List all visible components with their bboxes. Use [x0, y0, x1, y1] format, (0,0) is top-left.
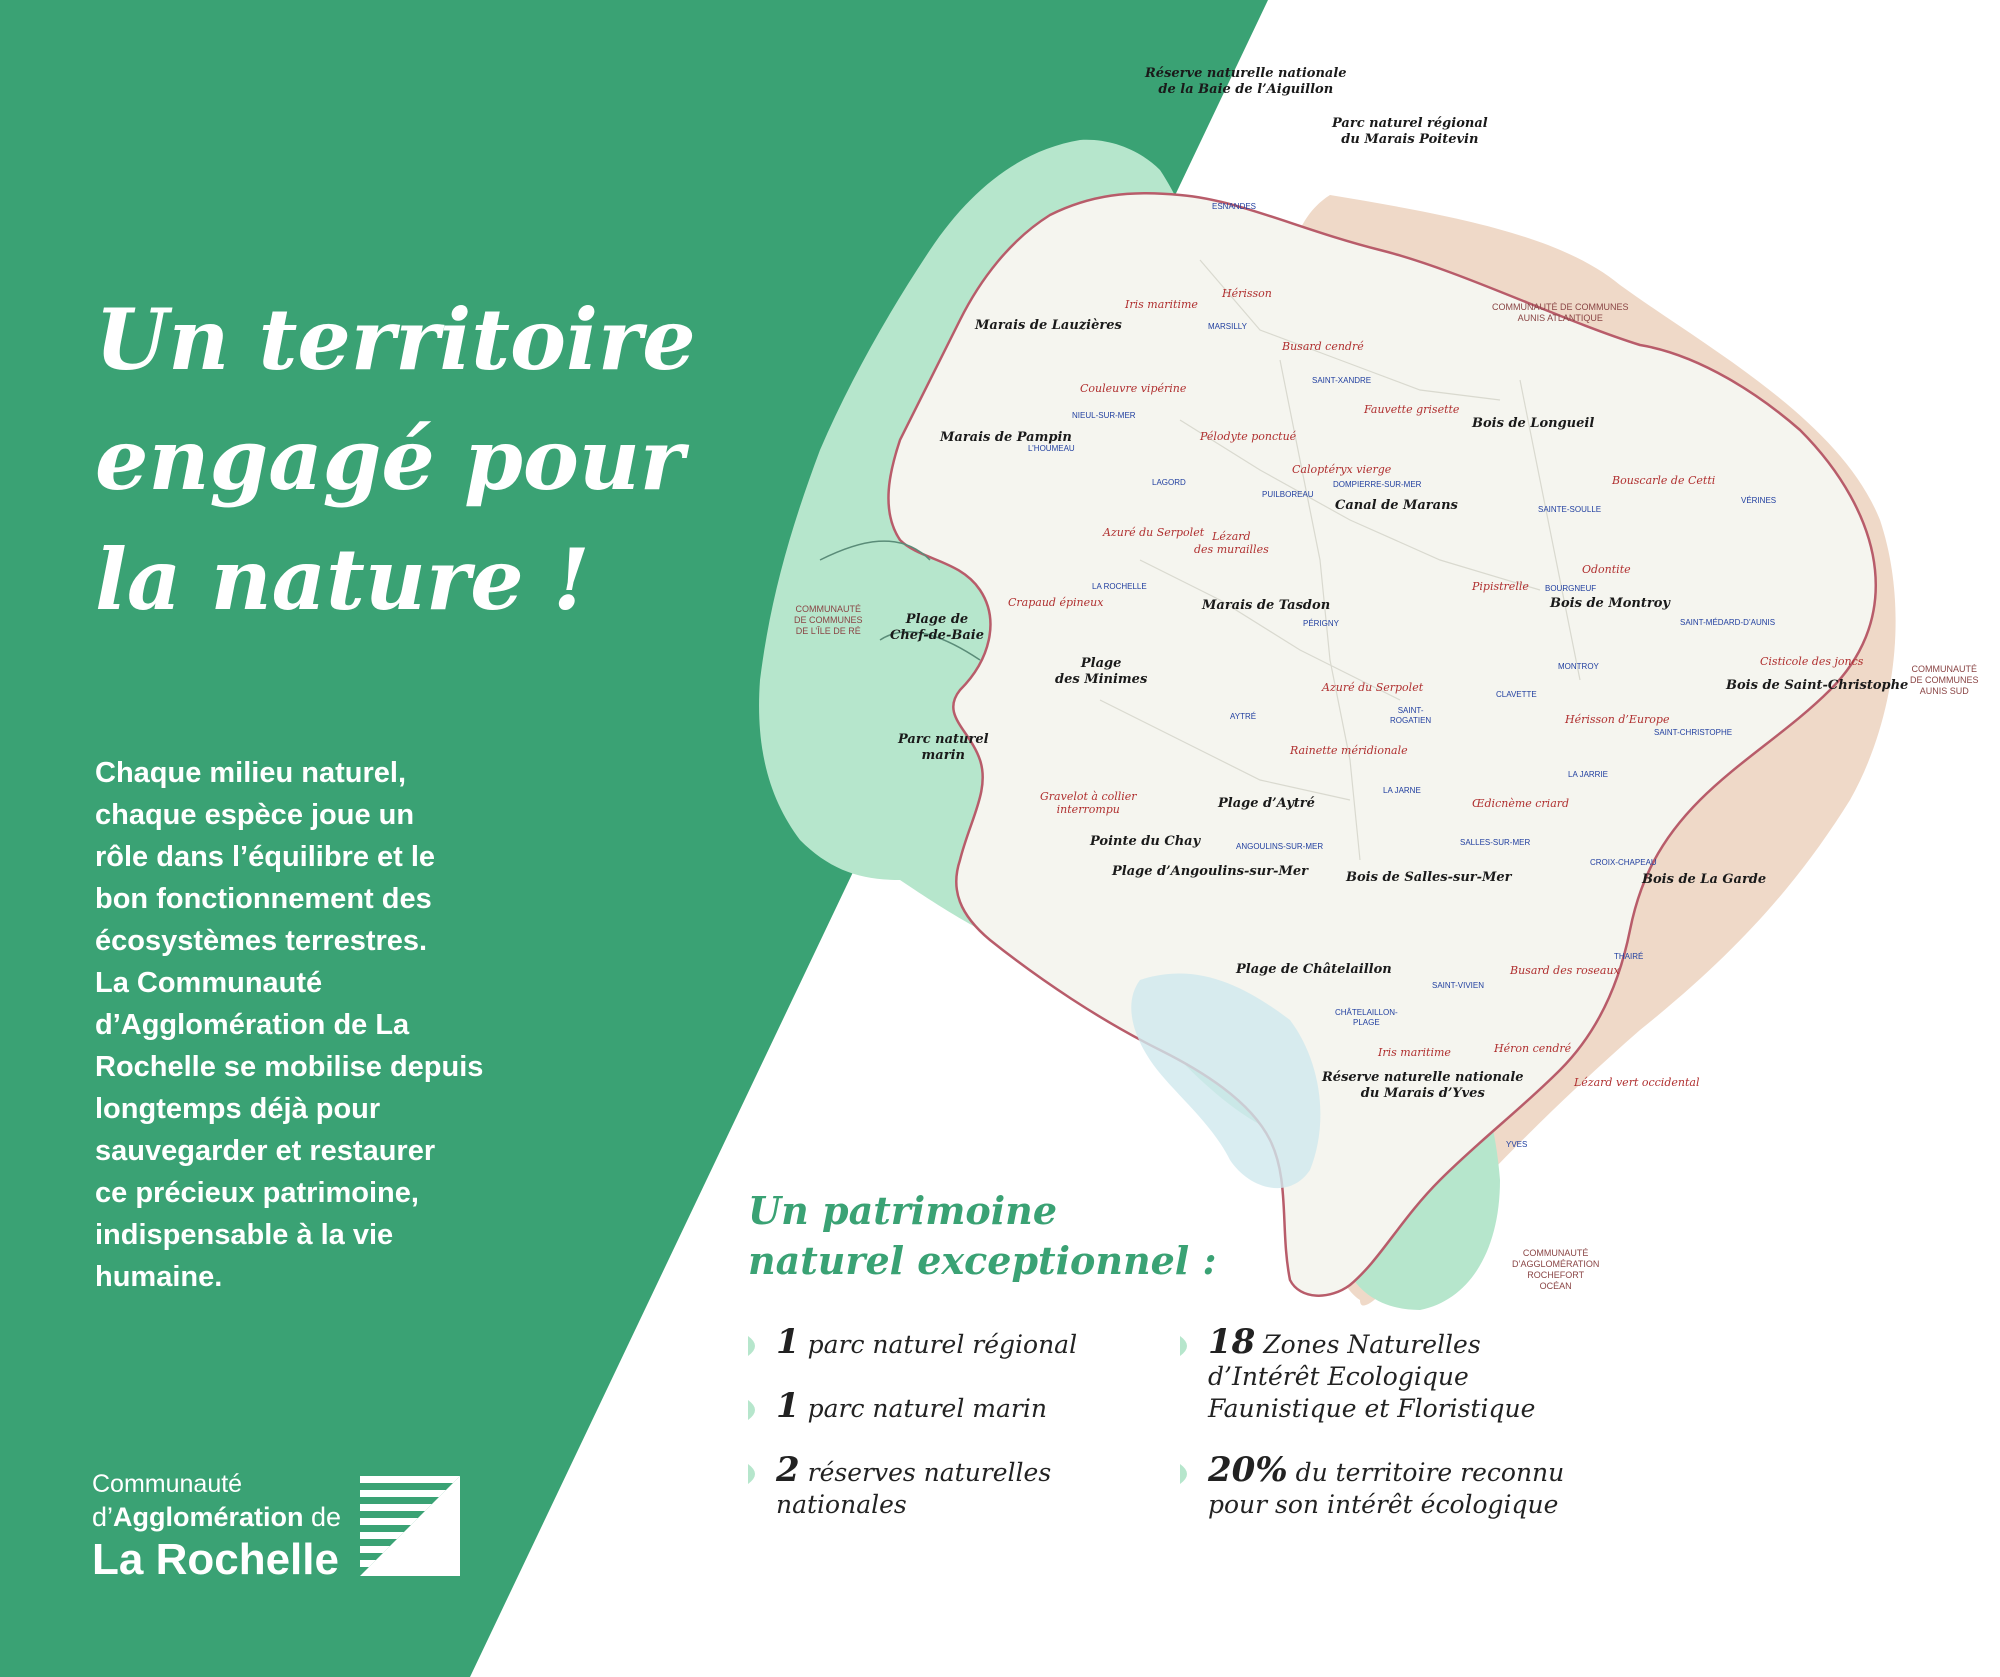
logo-text: d’	[92, 1502, 114, 1532]
town-label	[1432, 981, 1484, 991]
label-line: CROIX-CHAPEAU	[1590, 858, 1657, 867]
map-site-label	[1472, 416, 1594, 432]
map-site-label	[1202, 598, 1330, 614]
label-line: Lézard	[1212, 530, 1251, 543]
intro-line: bon fonctionnement des	[95, 883, 432, 915]
label-line: Crapaud épineux	[1008, 596, 1104, 609]
logo-text: Agglomération	[113, 1502, 304, 1532]
intro-line: indispensable à la vie	[95, 1219, 394, 1251]
label-line: Iris maritime	[1125, 298, 1198, 311]
label-line: Pélodyte ponctué	[1200, 430, 1297, 443]
species-label	[1574, 1076, 1699, 1089]
stat-number: 18	[1208, 1322, 1256, 1362]
label-line: Œdicnème criard	[1472, 797, 1570, 810]
label-line: Réserve naturelle nationale	[1322, 1070, 1524, 1085]
label-line: L’HOUMEAU	[1028, 444, 1075, 453]
species-label	[1472, 797, 1569, 810]
stat-text: Faunistique et Floristique	[1208, 1394, 1536, 1423]
stat-text: nationales	[776, 1490, 907, 1519]
town-label	[1230, 712, 1256, 722]
label-line: DE L’ÎLE DE RÉ	[795, 626, 861, 636]
label-line: Canal de Marans	[1335, 498, 1458, 513]
label-line: Hérisson d’Europe	[1565, 713, 1670, 726]
label-line: SALLES-SUR-MER	[1460, 838, 1531, 847]
town-label	[1212, 202, 1256, 212]
label-line: LA JARNE	[1383, 786, 1421, 795]
town-label	[1208, 322, 1247, 332]
label-line: Bois de Longueil	[1472, 416, 1595, 431]
species-label	[1510, 964, 1620, 977]
map-site-label	[1550, 596, 1670, 612]
species-label	[1378, 1046, 1451, 1059]
label-line: ROCHEFORT	[1527, 1270, 1585, 1280]
title-line: la nature !	[95, 530, 590, 629]
species-label	[1292, 463, 1391, 476]
species-label	[1103, 526, 1204, 539]
label-line: Bois de Montroy	[1550, 596, 1670, 611]
label-line: Hérisson	[1222, 287, 1272, 300]
intro-line: Rochelle se mobilise depuis	[95, 1051, 484, 1083]
stat-text: du territoire reconnu	[1295, 1458, 1565, 1487]
label-line: DOMPIERRE-SUR-MER	[1333, 480, 1422, 489]
stat-regional-park	[776, 1322, 1078, 1362]
label-line: du Marais d’Yves	[1360, 1086, 1485, 1101]
neighbour-label	[1512, 1248, 1599, 1292]
species-label	[1080, 382, 1186, 395]
label-line: Caloptéryx vierge	[1292, 463, 1392, 476]
stat-text: d’Intérêt Ecologique	[1208, 1362, 1469, 1391]
town-label	[1312, 376, 1371, 386]
label-line: Busard cendré	[1282, 340, 1364, 353]
label-line: YVES	[1506, 1140, 1528, 1149]
label-line: AUNIS ATLANTIQUE	[1517, 313, 1603, 323]
map-site-label	[898, 732, 989, 764]
label-line: LA JARRIE	[1568, 770, 1609, 779]
label-line: du Marais Poitevin	[1341, 132, 1479, 147]
label-line: Azuré du Serpolet	[1322, 681, 1424, 694]
stat-znieff	[1208, 1322, 1536, 1425]
label-line: interrompu	[1056, 803, 1120, 816]
label-line: Marais de Lauzières	[975, 318, 1122, 333]
species-label	[1364, 403, 1459, 416]
label-line: Bouscarle de Cetti	[1612, 474, 1716, 487]
label-line: des murailles	[1194, 543, 1269, 556]
intro-line: Chaque milieu naturel,	[95, 757, 406, 789]
label-line: ROGATIEN	[1390, 716, 1432, 725]
label-line: DE COMMUNES	[794, 615, 863, 625]
label-line: SAINT-MÉDARD-D’AUNIS	[1680, 618, 1776, 627]
label-line: MONTROY	[1558, 662, 1599, 671]
heritage-title	[748, 1186, 1216, 1286]
bullet-icon	[748, 1464, 762, 1484]
label-line: Pipistrelle	[1472, 580, 1529, 593]
town-label	[1506, 1140, 1527, 1150]
map-site-label	[1642, 872, 1766, 888]
stat-territory-share	[1208, 1450, 1565, 1521]
label-line: ESNANDES	[1212, 202, 1257, 211]
label-line: COMMUNAUTÉ DE COMMUNES	[1492, 302, 1629, 312]
town-label	[1152, 478, 1186, 488]
species-label	[1222, 287, 1272, 300]
bullet-icon	[748, 1400, 762, 1420]
map-site-label	[1332, 116, 1488, 148]
label-line: Plage	[1080, 656, 1122, 671]
town-label	[1383, 786, 1421, 796]
stat-marine-park	[776, 1386, 1047, 1426]
label-line: THAIRÉ	[1614, 952, 1644, 961]
neighbour-label	[794, 604, 863, 637]
label-line: ANGOULINS-SUR-MER	[1236, 842, 1324, 851]
intro-paragraph	[95, 752, 555, 1298]
species-label	[1582, 563, 1631, 576]
label-line: COMMUNAUTÉ	[1911, 664, 1977, 674]
map-site-label	[1090, 834, 1200, 850]
intro-line: chaque espèce joue un	[95, 799, 415, 831]
title-line: Un territoire	[95, 290, 696, 389]
logo-line-3: La Rochelle	[92, 1535, 339, 1584]
stat-text: Zones Naturelles	[1263, 1330, 1481, 1359]
label-line: NIEUL-SUR-MER	[1072, 411, 1136, 420]
label-line: PÉRIGNY	[1303, 619, 1340, 628]
town-label	[1741, 496, 1776, 506]
label-line: Lézard vert occidental	[1574, 1076, 1700, 1089]
label-line: Bois de Saint-Christophe	[1726, 678, 1909, 693]
stat-national-reserves	[776, 1450, 1052, 1521]
label-line: SAINT-CHRISTOPHE	[1654, 728, 1733, 737]
label-line: SAINT-	[1397, 706, 1424, 715]
town-label	[1236, 842, 1323, 852]
label-line: VÉRINES	[1741, 496, 1777, 505]
map-site-label	[1218, 796, 1315, 812]
heritage-title-line: Un patrimoine	[748, 1188, 1057, 1233]
bullet-icon	[748, 1336, 762, 1356]
label-line: COMMUNAUTÉ	[1522, 1248, 1589, 1258]
intro-line: d’Agglomération de La	[95, 1009, 410, 1041]
label-line: Plage d’Aytré	[1218, 796, 1315, 811]
label-line: CHÂTELAILLON-	[1335, 1008, 1398, 1017]
stat-number: 2	[776, 1450, 800, 1490]
town-label	[1335, 1008, 1398, 1028]
map-site-label	[1055, 656, 1147, 688]
neighbour-label	[1492, 302, 1629, 324]
town-label	[1680, 618, 1775, 628]
label-line: SAINT-XANDRE	[1312, 376, 1372, 385]
stat-number: 20%	[1208, 1450, 1288, 1490]
map-site-label	[1346, 870, 1512, 886]
title-line: engagé pour	[95, 410, 685, 509]
species-label	[1040, 790, 1137, 816]
label-line: D’AGGLOMÉRATION	[1512, 1259, 1600, 1269]
bullet-icon	[1180, 1464, 1194, 1484]
label-line: Parc naturel	[898, 732, 989, 747]
stat-text: parc naturel régional	[807, 1330, 1078, 1359]
stat-number: 1	[776, 1322, 800, 1362]
species-label	[1290, 744, 1408, 757]
label-line: Marais de Tasdon	[1202, 598, 1331, 613]
label-line: OCÉAN	[1539, 1281, 1572, 1291]
intro-line: écosystèmes terrestres.	[95, 925, 428, 957]
town-label	[1558, 662, 1599, 672]
neighbour-label	[1910, 664, 1979, 697]
label-line: Chef-de-Baie	[890, 628, 984, 643]
logo-mark-icon	[360, 1476, 460, 1576]
species-label	[1200, 430, 1296, 443]
species-label	[1125, 298, 1198, 311]
stat-text: réserves naturelles	[807, 1458, 1052, 1487]
species-label	[1760, 655, 1863, 668]
town-label	[1568, 770, 1608, 780]
label-line: AYTRÉ	[1230, 712, 1257, 721]
label-line: PUILBOREAU	[1262, 490, 1314, 499]
map-site-label	[890, 612, 984, 644]
logo-line-2	[92, 1502, 341, 1533]
label-line: Pointe du Chay	[1090, 834, 1201, 849]
species-label	[1612, 474, 1715, 487]
intro-line: La Communauté	[95, 967, 323, 999]
label-line: SAINTE-SOULLE	[1538, 505, 1602, 514]
logo-line-1: Communauté	[92, 1470, 243, 1498]
map-site-label	[1726, 678, 1908, 694]
intro-line: humaine.	[95, 1261, 223, 1293]
label-line: Bois de Salles-sur-Mer	[1346, 870, 1512, 885]
town-label	[1654, 728, 1732, 738]
label-line: des Minimes	[1055, 672, 1148, 687]
map-site-label	[1322, 1070, 1524, 1102]
logo-text: de	[303, 1502, 342, 1532]
bullet-icon	[1180, 1336, 1194, 1356]
map-site-label	[1236, 962, 1392, 978]
label-line: Plage d’Angoulins-sur-Mer	[1112, 864, 1308, 879]
intro-line: ce précieux patrimoine,	[95, 1177, 419, 1209]
stat-number: 1	[776, 1386, 800, 1426]
species-label	[1565, 713, 1669, 726]
map-site-label	[1335, 498, 1458, 514]
label-line: SAINT-VIVIEN	[1432, 981, 1485, 990]
town-label	[1028, 444, 1075, 454]
species-label	[1494, 1042, 1571, 1055]
intro-line: rôle dans l’équilibre et le	[95, 841, 436, 873]
page-title	[95, 280, 775, 640]
stat-text: pour son intérêt écologique	[1208, 1490, 1559, 1519]
town-label	[1538, 505, 1601, 515]
town-label	[1262, 490, 1314, 500]
label-line: marin	[921, 748, 965, 763]
stat-text: parc naturel marin	[807, 1394, 1047, 1423]
town-label	[1390, 706, 1431, 726]
town-label	[1333, 480, 1421, 490]
label-line: Plage de	[905, 612, 969, 627]
map-site-label	[1112, 864, 1308, 880]
map-site-label	[1145, 66, 1347, 98]
species-label	[1194, 530, 1269, 556]
label-line: AUNIS SUD	[1919, 686, 1969, 696]
label-line: LAGORD	[1152, 478, 1186, 487]
intro-line: sauvegarder et restaurer	[95, 1135, 436, 1167]
species-label	[1282, 340, 1364, 353]
label-line: CLAVETTE	[1496, 690, 1537, 699]
label-line: DE COMMUNES	[1910, 675, 1979, 685]
town-label	[1496, 690, 1537, 700]
map-site-label	[975, 318, 1122, 334]
label-line: de la Baie de l’Aiguillon	[1158, 82, 1334, 97]
heritage-title-line: naturel exceptionnel :	[748, 1238, 1217, 1283]
label-line: PLAGE	[1353, 1018, 1380, 1027]
label-line: Parc naturel régional	[1332, 116, 1488, 131]
label-line: Bois de La Garde	[1642, 872, 1767, 887]
label-line: Azuré du Serpolet	[1103, 526, 1205, 539]
label-line: Héron cendré	[1494, 1042, 1572, 1055]
label-line: Rainette méridionale	[1290, 744, 1408, 757]
town-label	[1460, 838, 1530, 848]
label-line: LA ROCHELLE	[1092, 582, 1147, 591]
label-line: Fauvette grisette	[1364, 403, 1460, 416]
label-line: MARSILLY	[1208, 322, 1247, 331]
label-line: Gravelot à collier	[1040, 790, 1137, 803]
town-label	[1614, 952, 1643, 962]
label-line: BOURGNEUF	[1545, 584, 1597, 593]
label-line: COMMUNAUTÉ	[795, 604, 861, 614]
label-line: Iris maritime	[1378, 1046, 1451, 1059]
label-line: Plage de Châtelaillon	[1236, 962, 1392, 977]
label-line: Busard des roseaux	[1510, 964, 1620, 977]
species-label	[1322, 681, 1423, 694]
town-label	[1303, 619, 1339, 629]
label-line: Réserve naturelle nationale	[1145, 66, 1347, 81]
town-label	[1092, 582, 1147, 592]
label-line: Cisticole des joncs	[1760, 655, 1864, 668]
town-label	[1590, 858, 1657, 868]
town-label	[1072, 411, 1136, 421]
label-line: Couleuvre vipérine	[1080, 382, 1187, 395]
agglomeration-logo	[92, 1470, 472, 1610]
label-line: Odontite	[1582, 563, 1631, 576]
intro-line: longtemps déjà pour	[95, 1093, 381, 1125]
town-label	[1545, 584, 1596, 594]
species-label	[1472, 580, 1529, 593]
label-line: Marais de Pampin	[940, 430, 1072, 445]
species-label	[1008, 596, 1103, 609]
